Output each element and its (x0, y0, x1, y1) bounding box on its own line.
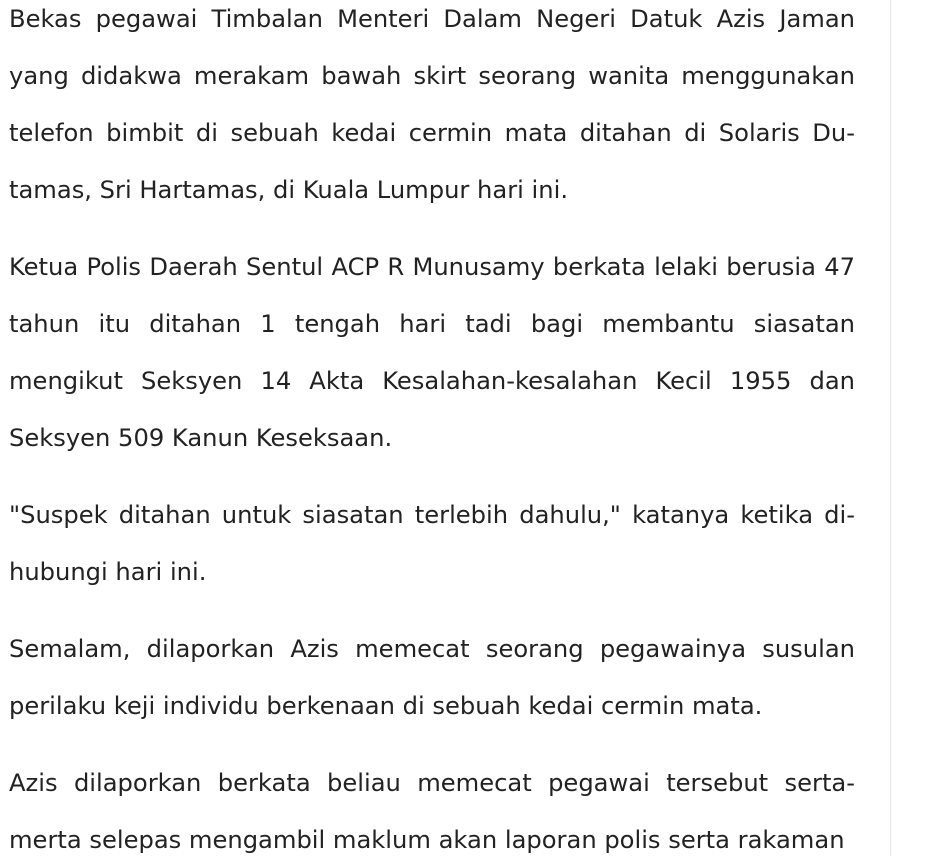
article-paragraph-1: Bekas pegawai Timbalan Menteri Dalam Negeri Datuk Azis Jaman yang didakwa merakam bawah skirt seorang wanita menggunakan telefon bimbit di sebuah kedai cermin mata ditahan di Solaris Dutamas, Sri Hartamas, di Kuala Lumpur hari ini. (9, 5, 855, 204)
article-paragraph-4: Semalam, dilaporkan Azis memecat seorang pegawainya susulan perilaku keji individu berkenaan di sebuah kedai cermin mata. (9, 635, 855, 720)
article-paragraph-5: Azis dilaporkan berkata beliau memecat pegawai tersebut sertamerta selepas mengambil maklum akan laporan polis serta rakaman (9, 769, 855, 854)
article-paragraph-3: "Suspek ditahan untuk siasatan terlebih dahulu," katanya ketika dihubungi hari ini. (9, 501, 855, 586)
sidebar-divider (890, 0, 891, 856)
article-paragraph-2: Ketua Polis Daerah Sentul ACP R Munusamy berkata lelaki berusia 47 tahun itu ditahan 1 tengah hari tadi bagi membantu siasatan mengikut Seksyen 14 Akta Kesalahan-kesalahan Kecil 1955 dan Seksyen 509 Kanun Keseksaan. (9, 253, 855, 452)
article-body (9, 0, 855, 856)
